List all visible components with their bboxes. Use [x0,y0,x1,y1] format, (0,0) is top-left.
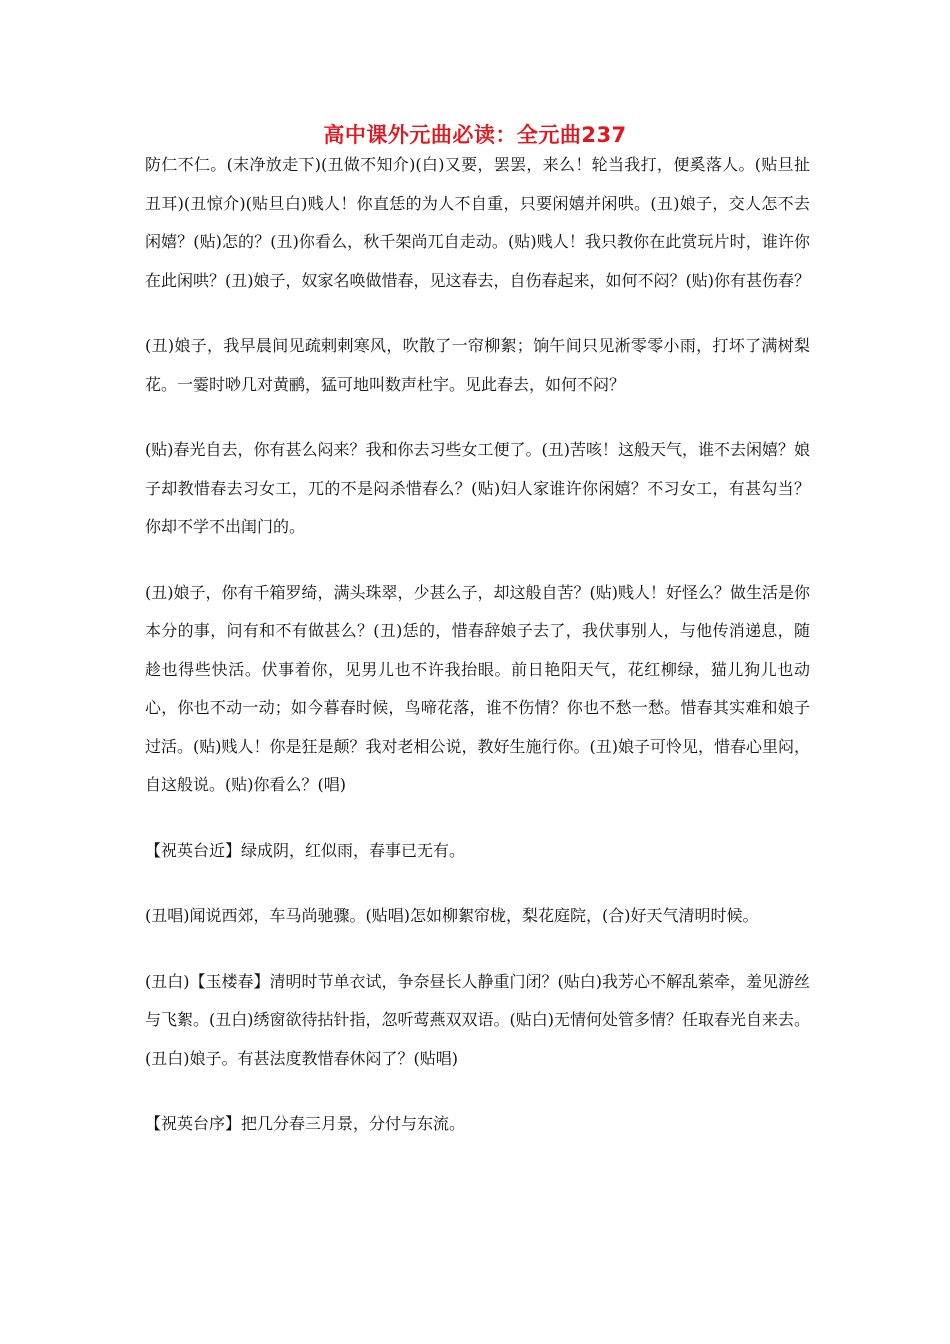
paragraph: 【祝英台序】把几分春三月景，分付与东流。 [145,1114,466,1133]
paragraph: 【祝英台近】绿成阴，红似雨，春事已无有。 [145,840,466,860]
paragraph: (丑)娘子，你有千箱罗绮，满头珠翠，少甚么子，却这般自苦？(贴)贱人！好怪么？做生活是你本分的事，问有和不有做甚么？(丑)恁的，惜春辞娘子去了，我伏事别人，与他传消递息，随趁也得些快活。伏事着你，见男儿也不许我抬眼。前日艳阳天气，花红柳绿，猫儿狗儿也动心，你也不动一动；如今暮春时候，鸟啼花落，谁不伤情？你也不愁一愁。惜春其实难和娘子过活。(贴)贱人！你是狂是颠？我对老相公说，教好生施行你。(丑)娘子可怜见，惜春心里闷，自这般说。(贴)你看么？(唱) [145,582,810,794]
paragraph: 防仁不仁。(末净放走下)(丑做不知介)(白)又要，罢罢，来么！轮当我打，便奚落人。(贴旦扯丑耳)(丑惊介)(贴旦白)贱人！你直恁的为人不自重，只要闲嬉并闲哄。(丑)娘子，交人怎不去闲嬉？(贴)怎的？(丑)你看么，秋千架尚兀自走动。(贴)贱人！我只教你在此赏玩片时，谁许你在此闲哄？(丑)娘子，奴家名唤做惜春，见这春去，自伤春起来，如何不闷？(贴)你有甚伤春？ [145,155,810,290]
paragraph: (丑白)【玉楼春】清明时节单衣试，争奈昼长人静重门闭？(贴白)我芳心不解乱萦牵，羞见游丝与飞絮。(丑白)绣窗欲待拈针指，忽听莺燕双双语。(贴白)无情何处管多情？任取春光自来去。(丑白)娘子。有甚法度教惜春休闷了？(贴唱) [145,971,810,1068]
paragraph: (丑唱)闻说西郊，车马尚驰骤。(贴唱)怎如柳絮帘栊，梨花庭院，(合)好天气清明时候。 [145,906,759,925]
document-title: 高中课外元曲必读：全元曲237 [323,123,627,147]
document-body [145,146,810,1171]
paragraph: (贴)春光自去，你有甚么闷来？我和你去习些女工便了。(丑)苦咳！这般天气，谁不去闲嬉？娘子却教惜春去习女工，兀的不是闷杀惜春么？(贴)妇人家谁许你闲嬉？不习女工，有甚勾当？你却不学不出闺门的。 [145,440,810,536]
paragraph: (丑)娘子，我早晨间见疏剌剌寒风，吹散了一帘柳絮；饷午间只见淅零零小雨，打坏了满树梨花。一霎时唦几对黄鹂，猛可地叫数声杜宇。见此春去，如何不闷？ [145,336,810,394]
